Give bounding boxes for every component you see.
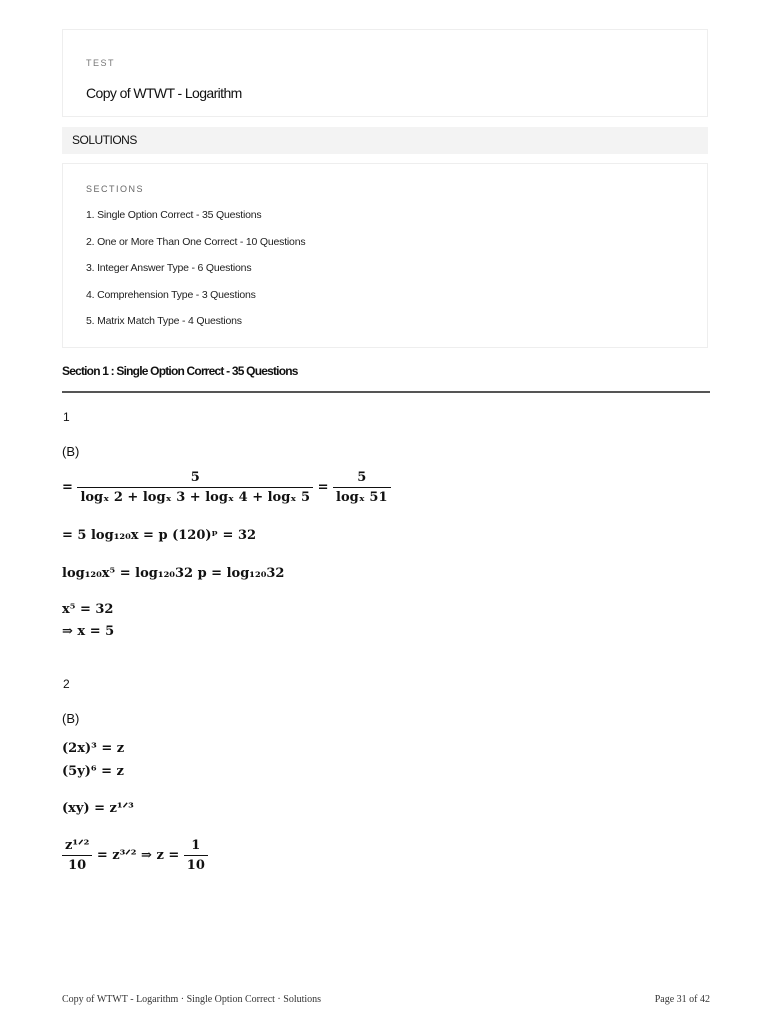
q1-equation-3: log₁₂₀x⁵ = log₁₂₀32 p = log₁₂₀32	[62, 566, 285, 581]
test-label: TEST	[86, 58, 116, 68]
equation-middle: = z³ᐟ² ⇒ z =	[96, 848, 180, 863]
numerator: 5	[357, 470, 367, 485]
q2-equation-1: (2x)³ = z	[62, 741, 125, 756]
solutions-bar: SOLUTIONS	[62, 127, 708, 154]
denominator: 10	[184, 855, 208, 873]
q2-equation-2: (5y)⁶ = z	[62, 764, 124, 779]
page-number: Page 31 of 42	[654, 994, 710, 1005]
denominator: 10	[62, 855, 92, 873]
section-link-2[interactable]: 2. One or More Than One Correct - 10 Questions	[86, 235, 306, 248]
q1-equation-2: = 5 log₁₂₀x = p (120)ᵖ = 32	[62, 528, 257, 543]
answer-option: (B)	[62, 444, 80, 459]
section-link-5[interactable]: 5. Matrix Match Type - 4 Questions	[86, 315, 242, 327]
q1-equation-4: x⁵ = 32	[62, 602, 114, 617]
fraction	[184, 838, 208, 873]
section-heading: Section 1 : Single Option Correct - 35 Questions	[62, 364, 298, 378]
sections-label: SECTIONS	[86, 184, 145, 194]
fraction	[333, 470, 391, 505]
q1-equation-1	[62, 470, 391, 505]
denominator: logₓ 2 + logₓ 3 + logₓ 4 + logₓ 5	[77, 487, 313, 505]
fraction	[77, 470, 313, 505]
numerator: z¹ᐟ²	[65, 838, 90, 853]
section-link-1[interactable]: 1. Single Option Correct - 35 Questions	[86, 209, 262, 221]
q1-equation-5: ⇒ x = 5	[62, 624, 115, 639]
numerator: 5	[190, 470, 200, 485]
equals-sign: =	[317, 480, 329, 495]
question-number: 1	[63, 410, 70, 424]
test-card	[62, 29, 708, 117]
footer-title: Copy of WTWT - Logarithm · Single Option Correct · Solutions	[62, 994, 322, 1005]
fraction	[62, 838, 92, 873]
answer-option: (B)	[62, 711, 80, 726]
denominator: logₓ 51	[333, 487, 391, 505]
sections-card	[62, 163, 708, 348]
section-divider	[62, 391, 710, 393]
q2-equation-3: (xy) = z¹ᐟ³	[62, 801, 134, 816]
equals-sign: =	[62, 480, 73, 495]
question-number: 2	[63, 677, 70, 691]
q2-equation-4	[62, 838, 208, 873]
numerator: 1	[191, 838, 201, 853]
sections-list	[86, 208, 305, 341]
section-link-4[interactable]: 4. Comprehension Type - 3 Questions	[86, 288, 256, 301]
section-link-3[interactable]: 3. Integer Answer Type - 6 Questions	[86, 262, 252, 274]
test-title: Copy of WTWT - Logarithm	[86, 85, 242, 101]
